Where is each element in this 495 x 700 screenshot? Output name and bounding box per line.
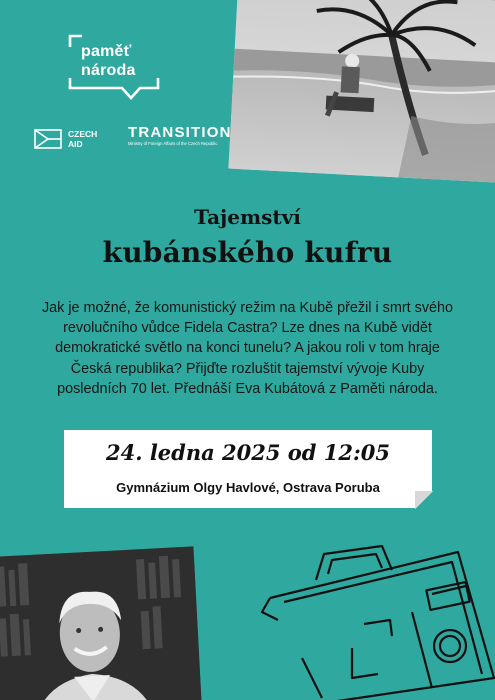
- date-box: [64, 430, 432, 508]
- page-fold-corner: [415, 491, 433, 509]
- title-line-1: Tajemství: [194, 205, 301, 229]
- czech-aid-logo: [34, 126, 97, 152]
- czech-aid-icon: [34, 129, 62, 149]
- czech-aid-line2: AID: [68, 139, 83, 149]
- logo-line1: paměť: [81, 43, 132, 60]
- transition-subtitle: Ministry of Foreign Affairs of the Czech Republic: [128, 141, 218, 146]
- czech-aid-line1: CZECH: [68, 129, 98, 139]
- event-description: Jak je možné, že komunistický režim na Kubě přežil i smrt svého revolučního vůdce Fidela Castra? Lze dnes na Kubě vidět demokratické světlo na konci tunelu? A jakou roli v tom hraje Česká republika? Přijďte rozluštit tajemství vývoje Kuby posledních 70 let. Přednáší Eva Kubátová z Paměti národa.: [41, 300, 454, 397]
- event-venue: Gymnázium Olgy Havlové, Ostrava Poruba: [116, 480, 380, 495]
- logo-line2: národa: [81, 62, 136, 79]
- speaker-portrait-photo: [0, 546, 202, 700]
- suitcase-illustration: [232, 528, 495, 700]
- pamet-naroda-logo: [68, 34, 160, 100]
- transition-title: TRANSITION: [128, 124, 232, 141]
- event-date: 24. ledna 2025 od 12:05: [105, 440, 390, 465]
- beach-palm-photo: [228, 0, 495, 183]
- transition-logo: [128, 125, 232, 147]
- title-line-2: kubánského kufru: [102, 236, 393, 269]
